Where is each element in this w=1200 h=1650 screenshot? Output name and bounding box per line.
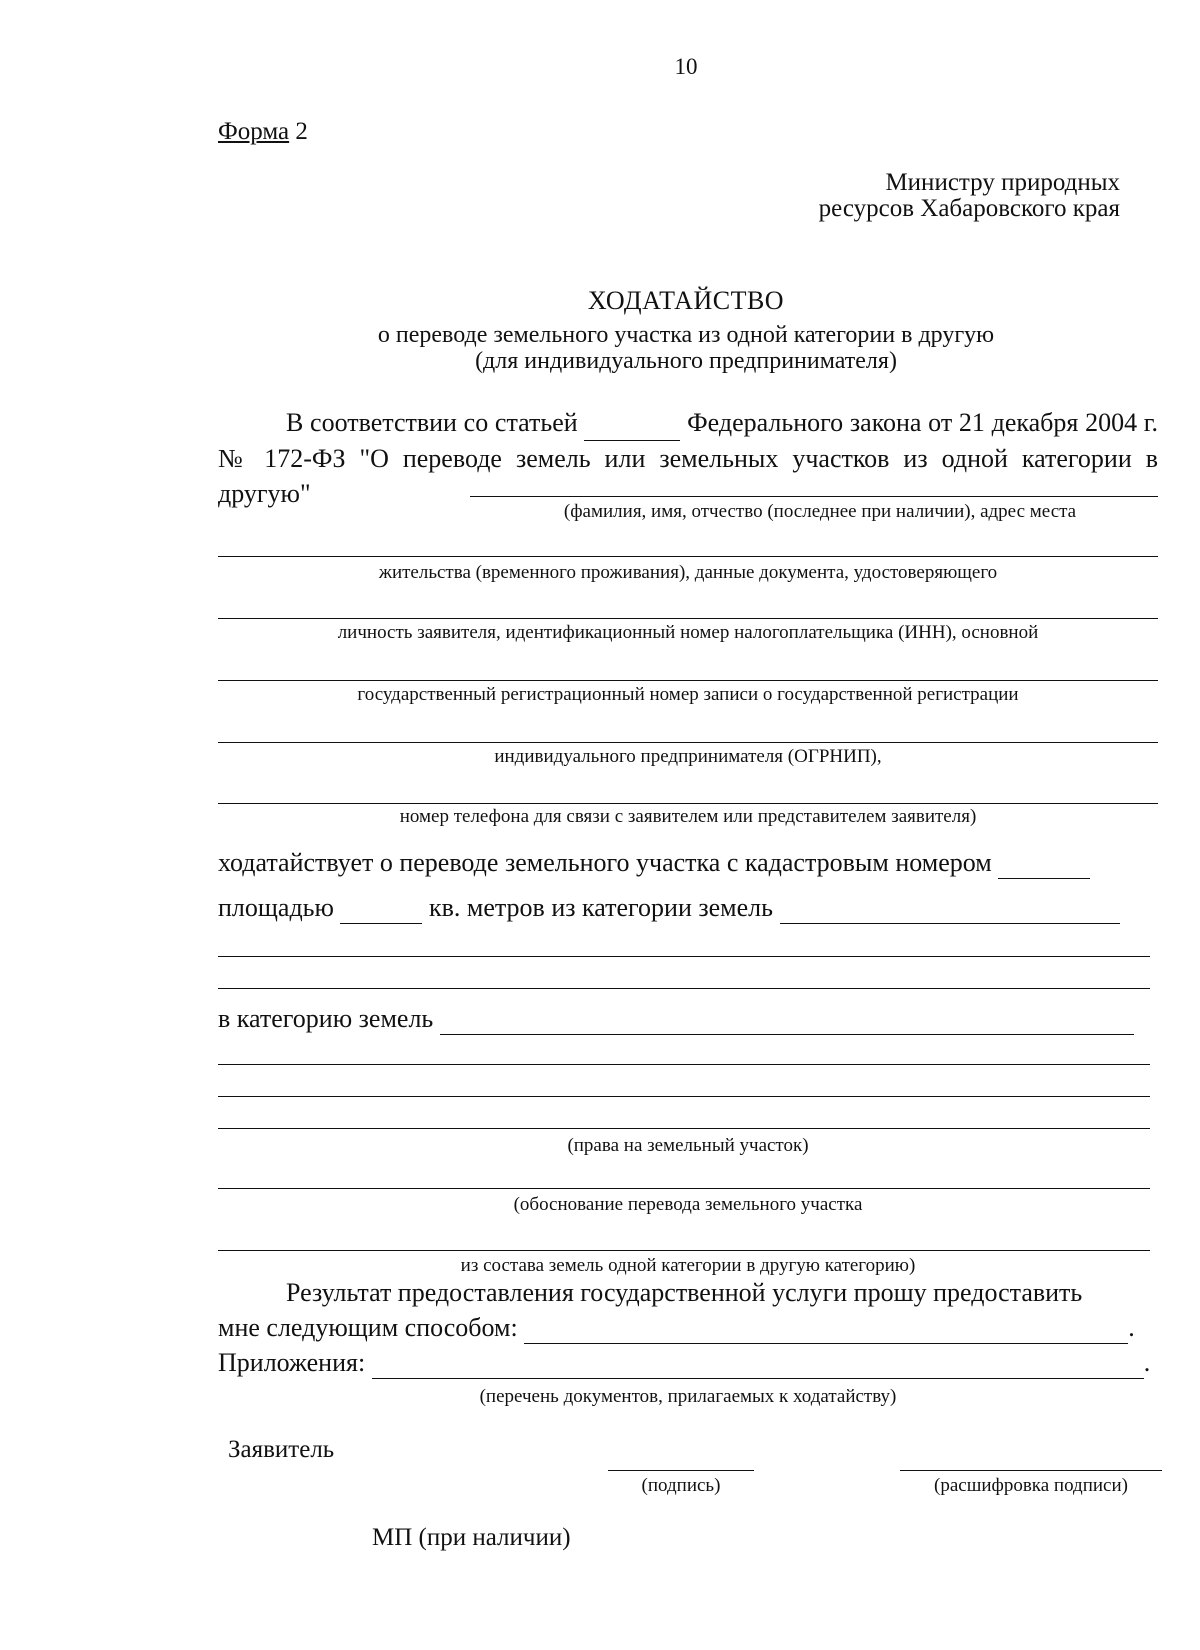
caption-name-address: (фамилия, имя, отчество (последнее при наличии), адрес места xyxy=(563,501,1077,522)
area-row xyxy=(218,893,1120,924)
article-number-field[interactable] xyxy=(584,405,680,441)
applicant-details-field-2[interactable] xyxy=(218,618,1158,619)
attachments-field[interactable] xyxy=(372,1348,1144,1379)
recipient-line-1: Министру природных xyxy=(885,169,1120,196)
source-category-field[interactable] xyxy=(780,893,1120,924)
applicant-details-field-1[interactable] xyxy=(218,556,1158,557)
seal-label: МП (при наличии) xyxy=(372,1524,571,1551)
area-prefix: площадью xyxy=(218,893,334,922)
caption-identity-inn: личность заявителя, идентификационный номер налогоплательщика (ИНН), основной xyxy=(337,622,1039,643)
result-line-2-row: мне следующим способом: . xyxy=(218,1313,1135,1342)
caption-signature: (подпись) xyxy=(641,1475,721,1496)
applicant-details-field-5[interactable] xyxy=(218,803,1158,804)
caption-signature-decode: (расшифровка подписи) xyxy=(934,1475,1128,1496)
target-category-label: в категорию земель xyxy=(218,1004,434,1033)
applicant-name-field[interactable] xyxy=(470,496,1158,497)
rights-field-line-2[interactable] xyxy=(218,1096,1150,1097)
intro-part-1: В соответствии со статьей xyxy=(286,408,578,437)
justification-field-line-1[interactable] xyxy=(218,1188,1150,1189)
recipient-line-2: ресурсов Хабаровского края xyxy=(818,195,1120,222)
applicant-details-field-4[interactable] xyxy=(218,742,1158,743)
attachments-row: Приложения: . xyxy=(218,1348,1151,1377)
source-category-field-line-3[interactable] xyxy=(218,988,1150,989)
document-title: ХОДАТАЙСТВО xyxy=(587,286,785,315)
attachments-label: Приложения: xyxy=(218,1348,366,1377)
caption-phone: номер телефона для связи с заявителем или представителем заявителя) xyxy=(399,806,977,827)
signature-decode-field[interactable] xyxy=(900,1470,1162,1471)
subtitle-line-1: о переводе земельного участка из одной категории в другую xyxy=(377,322,995,348)
source-category-field-line-2[interactable] xyxy=(218,956,1150,957)
cadastral-number-field[interactable] xyxy=(998,848,1090,879)
signature-field[interactable] xyxy=(608,1470,754,1471)
result-line-1: Результат предоставления государственной услуги прошу предоставить xyxy=(286,1278,1083,1307)
caption-ogrnip: индивидуального предпринимателя (ОГРНИП), xyxy=(494,746,882,767)
target-category-field[interactable] xyxy=(440,1004,1134,1035)
form-label xyxy=(218,118,308,146)
cadastral-label: ходатайствует о переводе земельного участка с кадастровым номером xyxy=(218,848,992,877)
page-number: 10 xyxy=(674,54,698,79)
applicant-details-field-3[interactable] xyxy=(218,680,1158,681)
document-subtitle xyxy=(0,322,1200,374)
target-category-row xyxy=(218,1004,1134,1035)
caption-justification-1: (обоснование перевода земельного участка xyxy=(513,1194,863,1215)
subtitle-line-2: (для индивидуального предпринимателя) xyxy=(475,348,897,374)
cadastral-row xyxy=(218,848,1090,879)
caption-residence-document: жительства (временного проживания), данные документа, удостоверяющего xyxy=(378,562,998,583)
justification-field-line-2[interactable] xyxy=(218,1250,1150,1251)
result-method-field[interactable] xyxy=(524,1313,1128,1344)
recipient-block xyxy=(760,170,1120,222)
applicant-label: Заявитель xyxy=(228,1436,335,1463)
rights-field-line-3[interactable] xyxy=(218,1128,1150,1129)
rights-field-line-1[interactable] xyxy=(218,1064,1150,1065)
intro-part-2: Федерального закона от 21 декабря 2004 г. № 172-ФЗ "О переводе земель или земельных участков из одной категории в другую" xyxy=(218,408,1159,508)
form-label-word: Форма xyxy=(218,118,290,145)
area-suffix: кв. метров из категории земель xyxy=(428,893,773,922)
caption-rights: (права на земельный участок) xyxy=(567,1135,809,1156)
caption-justification-2: из состава земель одной категории в другую категорию) xyxy=(460,1255,916,1276)
form-label-number: 2 xyxy=(289,118,308,145)
result-method-label: мне следующим способом: xyxy=(218,1313,518,1342)
area-field[interactable] xyxy=(340,893,422,924)
caption-registration-number: государственный регистрационный номер записи о государственной регистрации xyxy=(357,684,1019,705)
caption-attachments: (перечень документов, прилагаемых к ходатайству) xyxy=(479,1386,897,1407)
